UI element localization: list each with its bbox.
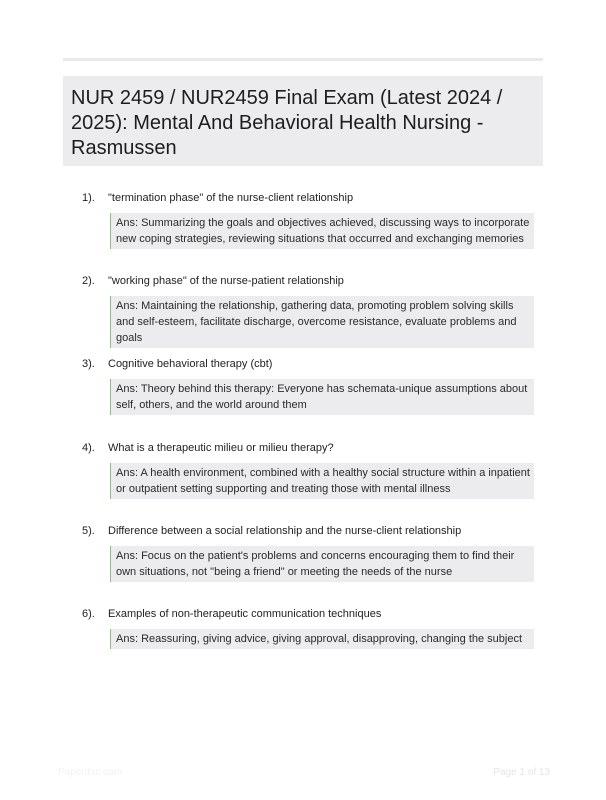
question-number: 4). [82,442,95,454]
question-number: 3). [82,358,95,370]
question-number: 5). [82,525,95,537]
question-number: 2). [82,275,95,287]
question-text: "termination phase" of the nurse-client relationship [108,192,354,204]
question-text: Difference between a social relationship and the nurse-client relationship [108,525,462,537]
question-text: What is a therapeutic milieu or milieu therapy? [108,442,334,454]
answer-box: Ans: Reassuring, giving advice, giving approval, disapproving, changing the subject [110,629,534,649]
page-indicator: Page 1 of 13 [493,767,550,778]
question-number: 6). [82,608,95,620]
answer-box: Ans: A health environment, combined with a healthy social structure within a inpatient or outpatient setting supporting and treating those with mental illness [110,463,534,499]
answer-box: Ans: Summarizing the goals and objectives achieved, discussing ways to incorporate new coping strategies, reviewing situations that occurred and exchanging memories [110,213,534,249]
question-number: 1). [82,192,95,204]
question-text: Examples of non-therapeutic communication techniques [108,608,382,620]
document-title: NUR 2459 / NUR2459 Final Exam (Latest 2024 / 2025): Mental And Behavioral Health Nursing - Rasmussen [71,87,503,159]
footer-watermark: Papertbic.com [58,767,122,778]
answer-box: Ans: Focus on the patient's problems and concerns encouraging them to find their own situations, not "being a friend" or meeting the needs of the nurse [110,546,534,582]
question-text: "working phase" of the nurse-patient relationship [108,275,344,287]
answer-box: Ans: Theory behind this therapy: Everyone has schemata-unique assumptions about self, others, and the world around them [110,379,534,415]
answer-box: Ans: Maintaining the relationship, gathering data, promoting problem solving skills and self-esteem, facilitate discharge, overcome resistance, evaluate problems and goals [110,296,534,348]
question-text: Cognitive behavioral therapy (cbt) [108,358,273,370]
